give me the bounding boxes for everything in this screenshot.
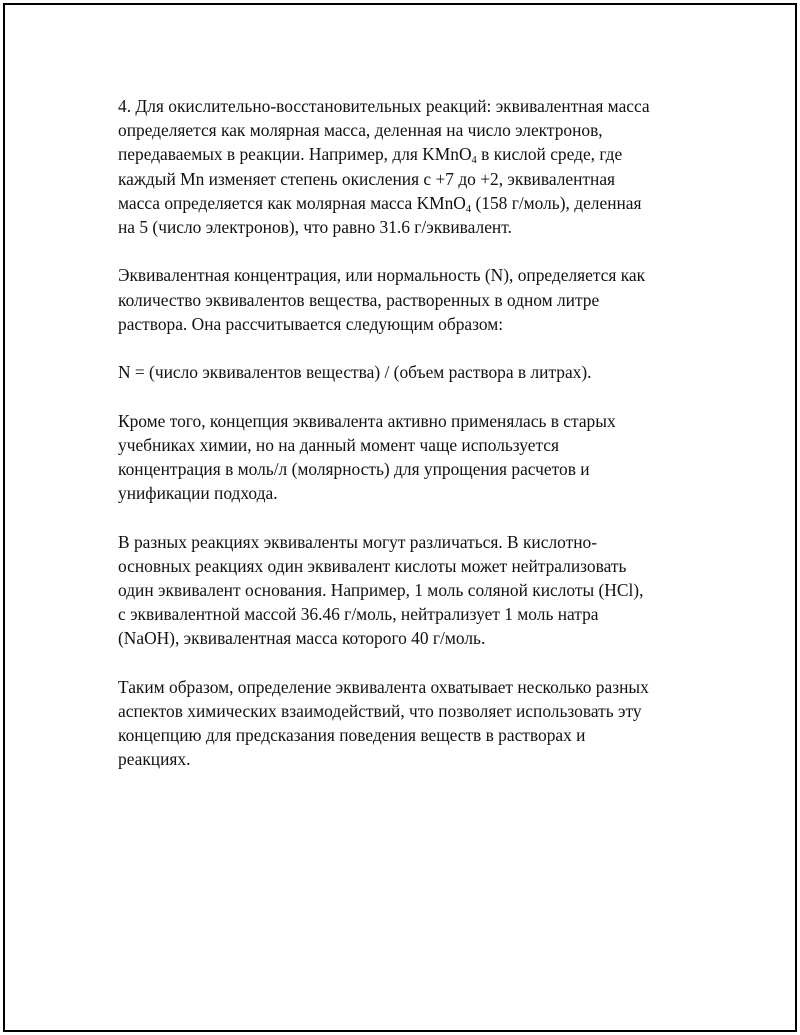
text-run: в кислой среде, где (476, 144, 623, 165)
paragraph-formula (118, 360, 698, 384)
text-run: каждый Mn изменяет степень окисления с +7 до +2, эквивалентная (118, 168, 616, 189)
text-run: раствора. Она рассчитывается следующим образом: (118, 313, 504, 334)
text-line (118, 554, 698, 578)
text-line (118, 747, 698, 771)
text-run: 4. Для окислительно-восстановительных реакций: эквивалентная масса (118, 96, 650, 116)
text-line (118, 530, 698, 554)
text-run: масса определяется как молярная масса KMnO (118, 192, 466, 213)
subscript: 4 (465, 203, 472, 215)
text-line (118, 312, 698, 336)
text-run: количество эквивалентов вещества, растворенных в одном литре (118, 289, 600, 310)
text-line (118, 191, 698, 215)
paragraph-normality (118, 263, 698, 336)
text-run: N = (число эквивалентов вещества) / (объем раствора в литрах). (118, 362, 592, 383)
text-run: (NaOH), эквивалентная масса которого 40 г/моль. (118, 628, 486, 649)
text-run: учебниках химии, но на данный момент чаще используется (118, 434, 560, 455)
text-run: передаваемых в реакции. Например, для KMnO (118, 144, 472, 165)
text-run: Таким образом, определение эквивалента охватывает несколько разных (118, 676, 649, 697)
text-line (118, 167, 698, 191)
text-line (118, 433, 698, 457)
text-line (118, 481, 698, 505)
text-run: аспектов химических взаимодействий, что позволяет использовать эту (118, 701, 642, 721)
text-line (118, 215, 698, 239)
text-line (118, 578, 698, 602)
text-line (118, 723, 698, 747)
text-line (118, 699, 698, 723)
text-run: реакциях. (118, 749, 191, 770)
text-line (118, 142, 698, 166)
text-line (118, 288, 698, 312)
text-run: концентрация в моль/л (молярность) для упрощения расчетов и (118, 459, 590, 479)
paragraph-conclusion (118, 675, 698, 772)
text-line (118, 602, 698, 626)
text-run: один эквивалент основания. Например, 1 моль соляной кислоты (HCl), (118, 580, 644, 600)
text-run: В разных реакциях эквиваленты могут различаться. В кислотно- (118, 531, 597, 552)
text-run: на 5 (число электронов), что равно 31.6 г/эквивалент. (118, 217, 512, 238)
text-run: концепцию для предсказания поведения веществ в растворах и (118, 725, 586, 746)
text-run: Эквивалентная концентрация, или нормальность (N), определяется как (118, 265, 646, 286)
text-line (118, 626, 698, 650)
paragraph-acid-base (118, 530, 698, 651)
text-run: (158 г/моль), деленная (471, 192, 642, 213)
text-run: определяется как молярная масса, деленная на число электронов, (118, 120, 603, 141)
text-line (118, 263, 698, 287)
text-line (118, 94, 698, 118)
subscript: 4 (471, 155, 477, 167)
document-body (118, 94, 698, 796)
text-line (118, 675, 698, 699)
paragraph-redox (118, 94, 698, 239)
text-run: с эквивалентной массой 36.46 г/моль, нейтрализует 1 моль натра (118, 604, 599, 625)
text-line (118, 457, 698, 481)
text-run: Кроме того, концепция эквивалента активно применялась в старых (118, 410, 616, 431)
text-line (118, 409, 698, 433)
paragraph-history (118, 409, 698, 506)
text-line (118, 360, 698, 384)
text-run: основных реакциях один эквивалент кислоты может нейтрализовать (118, 555, 627, 576)
text-run: унификации подхода. (118, 483, 278, 504)
text-line (118, 118, 698, 142)
